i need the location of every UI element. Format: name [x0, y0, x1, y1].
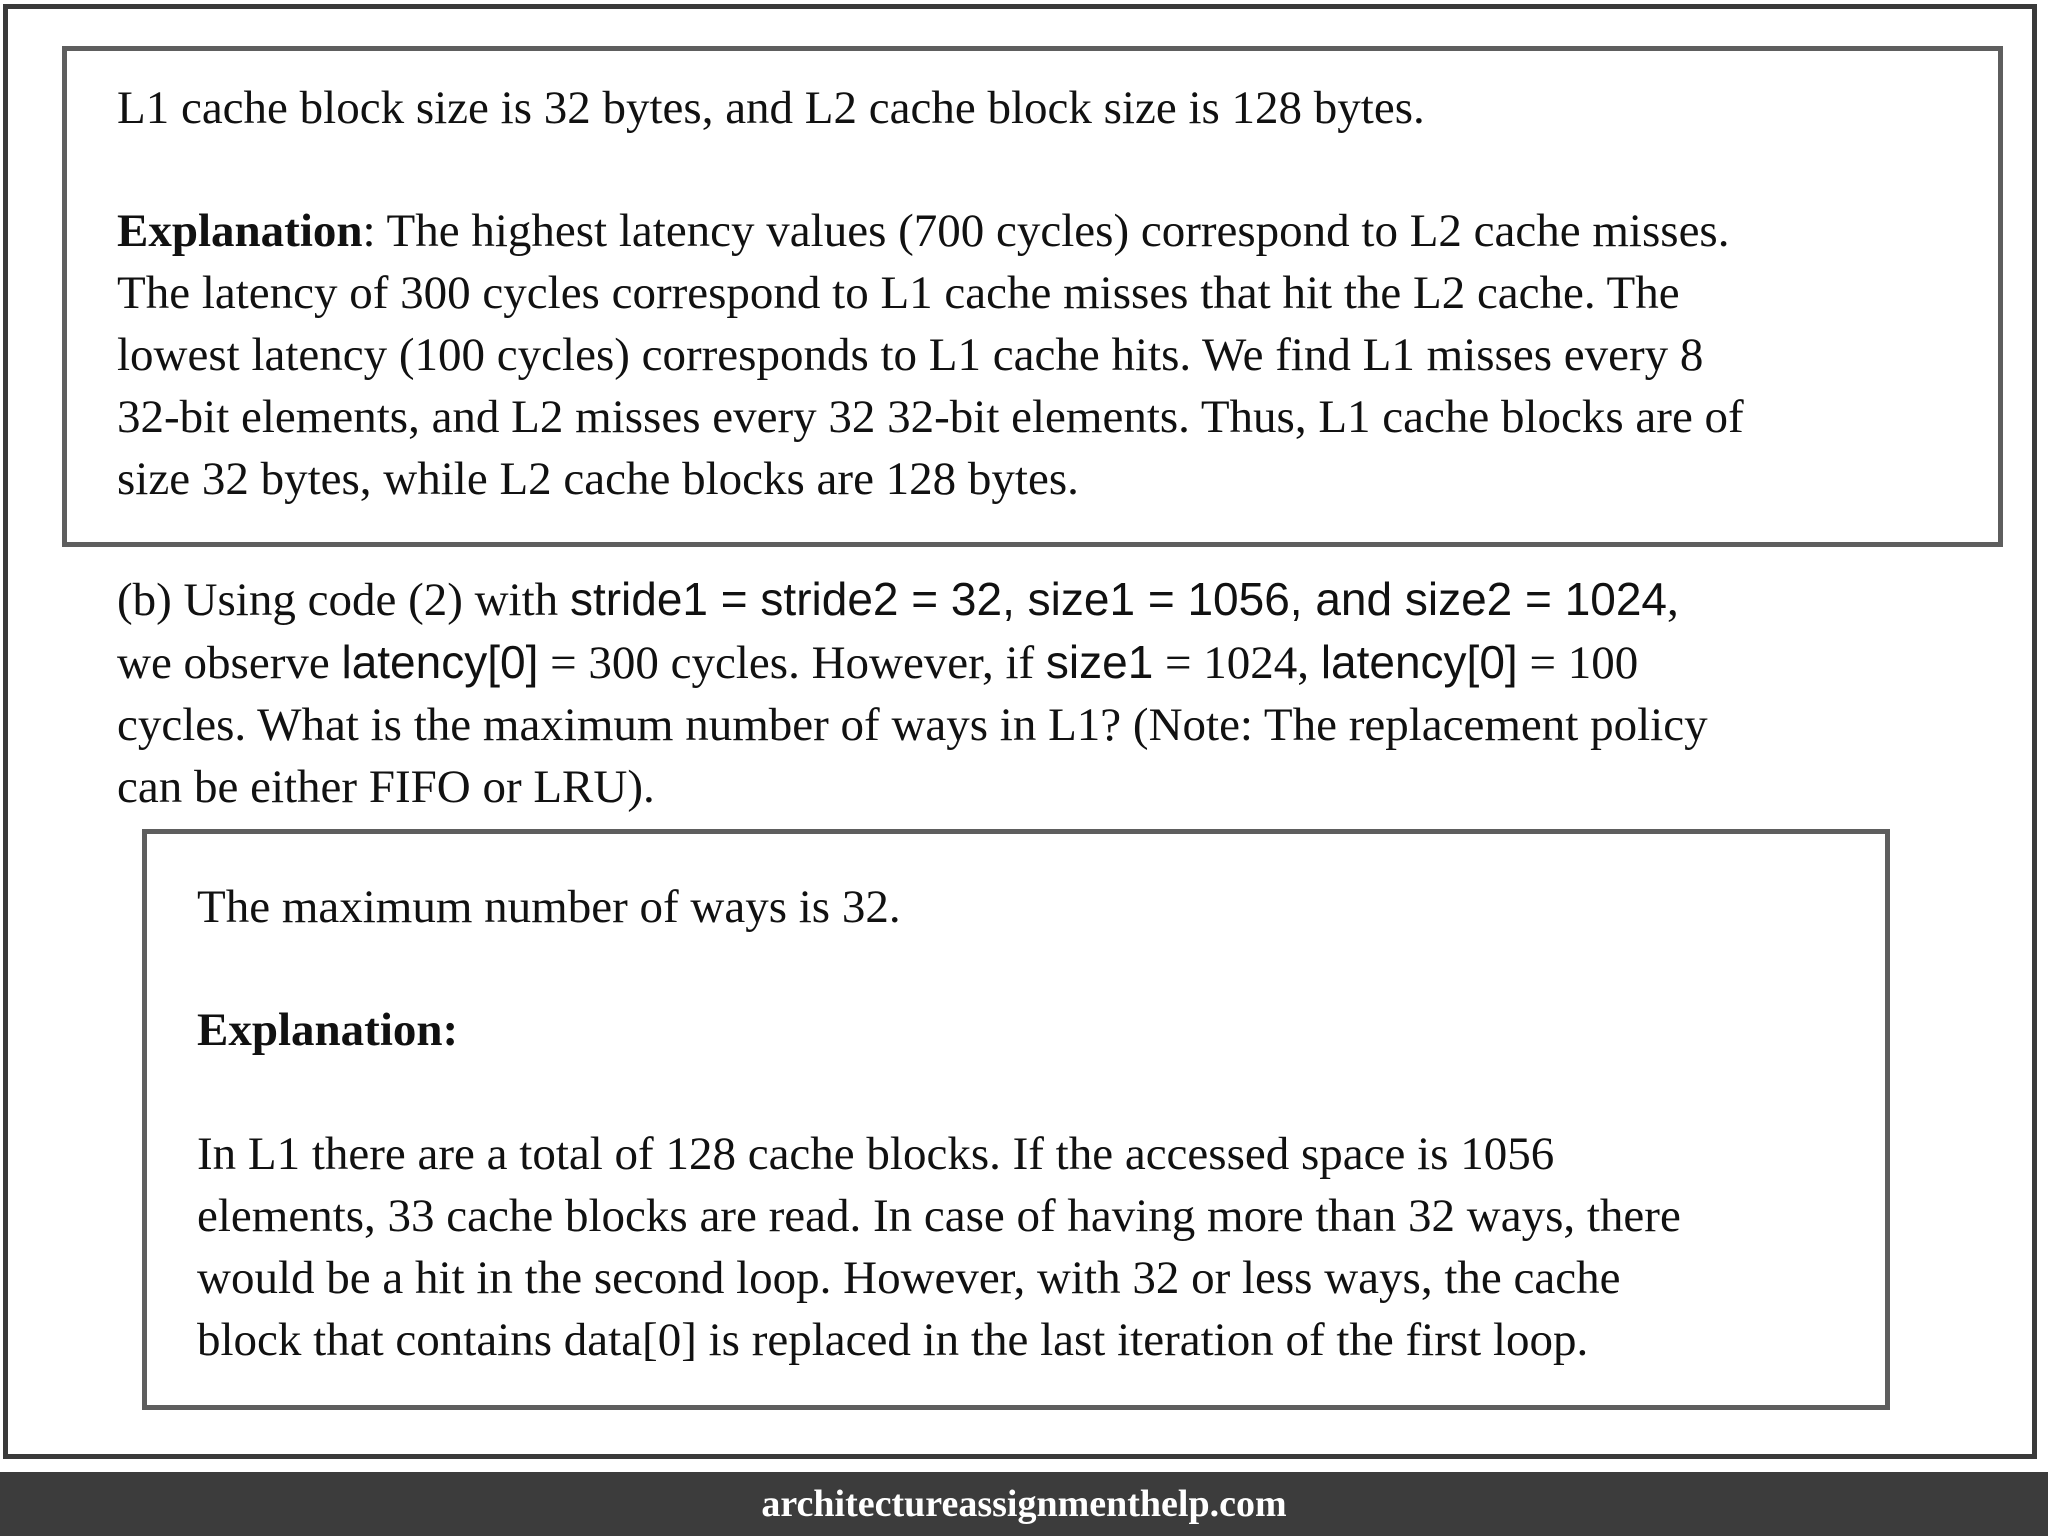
- part-a-answer: L1 cache block size is 32 bytes, and L2 cache block size is 128 bytes.: [117, 82, 1425, 134]
- part-a-explanation-line-1: Explanation: The highest latency values (700 cycles) correspond to L2 cache misses.: [117, 205, 1730, 257]
- part-b-explanation-line-1: In L1 there are a total of 128 cache blocks. If the accessed space is 1056: [197, 1128, 1555, 1180]
- part-b-answer: The maximum number of ways is 32.: [197, 881, 901, 933]
- explanation-label: Explanation: [117, 205, 363, 257]
- part-a-explanation-line-3: lowest latency (100 cycles) corresponds to L1 cache hits. We find L1 misses every 8: [117, 329, 1704, 381]
- part-a-explanation: [117, 200, 1744, 510]
- part-b-explanation-line-3: would be a hit in the second loop. However, with 32 or less ways, the cache: [197, 1252, 1621, 1304]
- part-b-explanation: [197, 1123, 1681, 1371]
- question-line-3: cycles. What is the maximum number of ways in L1? (Note: The replacement policy: [117, 699, 1708, 751]
- question-line-1: (b) Using code (2) with stride1 = stride2 = 32, size1 = 1056, and size2 = 1024,: [117, 573, 1679, 626]
- question-line-4: can be either FIFO or LRU).: [117, 761, 655, 813]
- part-b-explanation-line-4: block that contains data[0] is replaced in the last iteration of the first loop.: [197, 1314, 1589, 1366]
- part-a-explanation-line-4: 32-bit elements, and L2 misses every 32 32-bit elements. Thus, L1 cache blocks are of: [117, 391, 1744, 443]
- question-part-b: [117, 568, 1708, 818]
- question-line-2: we observe latency[0] = 300 cycles. However, if size1 = 1024, latency[0] = 100: [117, 636, 1639, 689]
- footer-site-text: architectureassignmenthelp.com: [761, 1483, 1287, 1525]
- part-a-explanation-line-2: The latency of 300 cycles correspond to L1 cache misses that hit the L2 cache. The: [117, 267, 1680, 319]
- footer-banner: [0, 1472, 2048, 1536]
- part-a-explanation-line-5: size 32 bytes, while L2 cache blocks are 128 bytes.: [117, 453, 1079, 505]
- part-b-explanation-heading: Explanation:: [197, 1004, 459, 1056]
- part-b-explanation-line-2: elements, 33 cache blocks are read. In case of having more than 32 ways, there: [197, 1190, 1681, 1242]
